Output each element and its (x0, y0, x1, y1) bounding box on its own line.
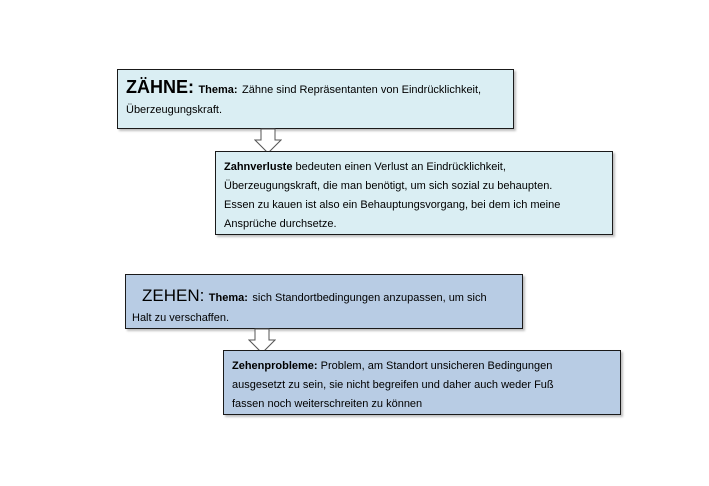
zaehne-thema-label: Thema: (198, 84, 238, 96)
zaehne-heading: ZÄHNE: (126, 77, 194, 97)
zehenprobleme-box (223, 350, 621, 415)
zahnverluste-heading: Zahnverluste (224, 161, 293, 173)
zaehne-line2-text: Überzeugungskraft. (126, 104, 222, 116)
zaehne-box (117, 69, 514, 129)
zahnverluste-box (215, 151, 613, 235)
zehen-line1-text: sich Standortbedingungen anzupassen, um sich (252, 292, 487, 304)
zehen-line2-text: Halt zu verschaffen. (132, 312, 230, 324)
zehenprobleme-line-2: ausgesetzt zu sein, sie nicht begreifen und daher auch weder Fuß (232, 379, 554, 391)
zehenprobleme-line-1 (232, 357, 612, 376)
zehen-line-1 (142, 285, 514, 309)
zehenprobleme-heading: Zehenprobleme: (232, 360, 318, 372)
zehen-heading: ZEHEN: (142, 286, 205, 305)
zahnverluste-line-2: Überzeugungskraft, die man benötigt, um sich sozial zu behaupten. (224, 180, 553, 192)
zehenprobleme-line-3: fassen noch weiterschreiten zu können (232, 398, 423, 410)
zehen-box (125, 274, 523, 329)
zahnverluste-line-1 (224, 158, 604, 177)
zahnverluste-line-4: Ansprüche durchsetze. (224, 218, 337, 230)
zaehne-line1-text: Zähne sind Repräsentanten von Eindrücklichkeit, (242, 84, 482, 96)
zehenprobleme-line1-text: Problem, am Standort unsicheren Bedingungen (317, 360, 553, 372)
zehen-thema-label: Thema: (208, 292, 248, 304)
zaehne-line-1 (126, 76, 505, 101)
zahnverluste-line1-text: bedeuten einen Verlust an Eindrücklichkeit, (292, 161, 506, 173)
zahnverluste-line-3: Essen zu kauen ist also ein Behauptungsvorgang, bei dem ich meine (224, 199, 561, 211)
